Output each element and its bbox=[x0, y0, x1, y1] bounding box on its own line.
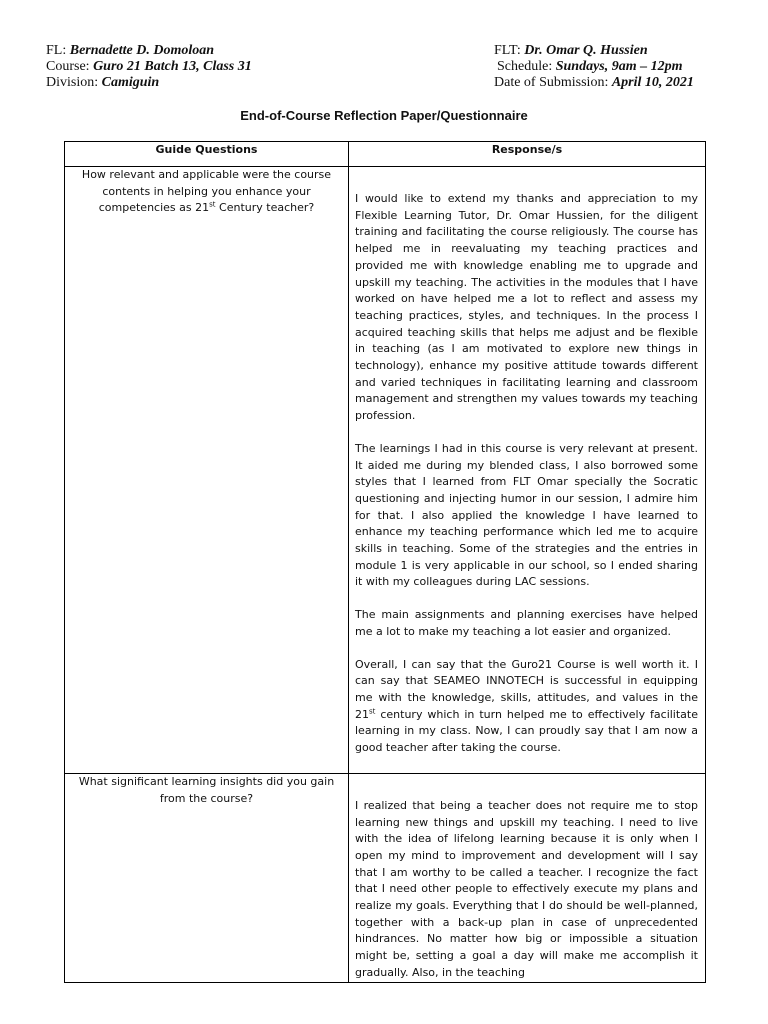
response-paragraph: Overall, I can say that the Guro21 Course is well worth it. I can say that SEAMEO INNOTECH is successful in equipping me with the knowledge, skills, attitudes, and values in the 21st century which in turn helped me to effectively facilitate learning in my class. Now, I can proudly say that I am now a good teacher after taking the course. bbox=[355, 657, 698, 755]
document-title: End-of-Course Reflection Paper/Questionnaire bbox=[240, 108, 528, 123]
table-header-row bbox=[65, 142, 706, 167]
table-row bbox=[65, 773, 706, 982]
division-line: Division: Camiguin bbox=[46, 75, 160, 90]
header-guide-questions: Guide Questions bbox=[65, 142, 349, 167]
response-paragraph: I realized that being a teacher does not require me to stop learning new things and upskill my teaching. I need to live with the idea of lifelong learning because it is only when I open my mind to improvement and development will I say that I am worthy to be called a teacher. I recognize the fact that I need other people to effectively execute my plans and realize my goals. Everything that I do should be well-planned, together with a back-up plan in case of unprecedented hindrances. No matter how big or impossible a situation might be, setting a goal a day will make me accomplish it gradually. Also, in the teaching bbox=[355, 798, 698, 979]
fl-line: FL: Bernadette D. Domoloan bbox=[46, 43, 215, 58]
response bbox=[349, 167, 706, 774]
fl-name: Bernadette D. Domoloan bbox=[69, 43, 215, 58]
flt-line: FLT: Dr. Omar Q. Hussien bbox=[494, 43, 648, 58]
schedule-line: Schedule: Sundays, 9am – 12pm bbox=[497, 59, 683, 74]
header-left bbox=[46, 43, 252, 91]
course-value: Guro 21 Batch 13, Class 31 bbox=[93, 59, 252, 74]
response-paragraph: The main assignments and planning exercises have helped me a lot to make my teaching a lot easier and organized. bbox=[355, 608, 698, 638]
response-paragraph: The learnings I had in this course is very relevant at present. It aided me during my blended class, I also borrowed some styles that I learned from FLT Omar specially the Socratic questioning and injecting humor in our session, I admire him for that. I also applied the knowledge I have learned to enhance my teaching performance which led me to acquire skills in teaching. Some of the strategies and the entries in module 1 is very applicable in our school, so I ended sharing it with my colleagues during LAC sessions. bbox=[355, 441, 698, 589]
division-value: Camiguin bbox=[101, 75, 160, 90]
response-paragraph: I would like to extend my thanks and appreciation to my Flexible Learning Tutor, Dr. Omar Hussien, for the diligent training and facilitating the course religiously. The course has helped me in reevaluating my teaching practices and provided me with knowledge enabling me to upgrade and upskill my teaching. The activities in the modules that I have worked on have helped me a lot to reflect and assess my teaching practices, styles, and techniques. In the process I acquired teaching skills that helps me adjust and be flexible in teaching (as I am motivated to explore new things in technology), enhance my positive attitude towards different and varied techniques in facilitating learning and classroom management and strengthen my values towards my teaching profession. bbox=[355, 192, 698, 423]
header-responses: Response/s bbox=[349, 142, 706, 167]
submission-date: April 10, 2021 bbox=[611, 75, 694, 90]
guide-question: How relevant and applicable were the course contents in helping you enhance your competencies as 21st Century teacher? bbox=[65, 167, 349, 774]
header-right bbox=[494, 43, 694, 91]
guide-question: What significant learning insights did you gain from the course? bbox=[65, 773, 349, 982]
course-line: Course: Guro 21 Batch 13, Class 31 bbox=[46, 59, 252, 74]
schedule-value: Sundays, 9am – 12pm bbox=[555, 59, 683, 74]
table-row bbox=[65, 167, 706, 774]
submission-line: Date of Submission: April 10, 2021 bbox=[494, 75, 694, 90]
response bbox=[349, 773, 706, 982]
reflection-table bbox=[64, 141, 706, 983]
flt-name: Dr. Omar Q. Hussien bbox=[524, 43, 648, 58]
